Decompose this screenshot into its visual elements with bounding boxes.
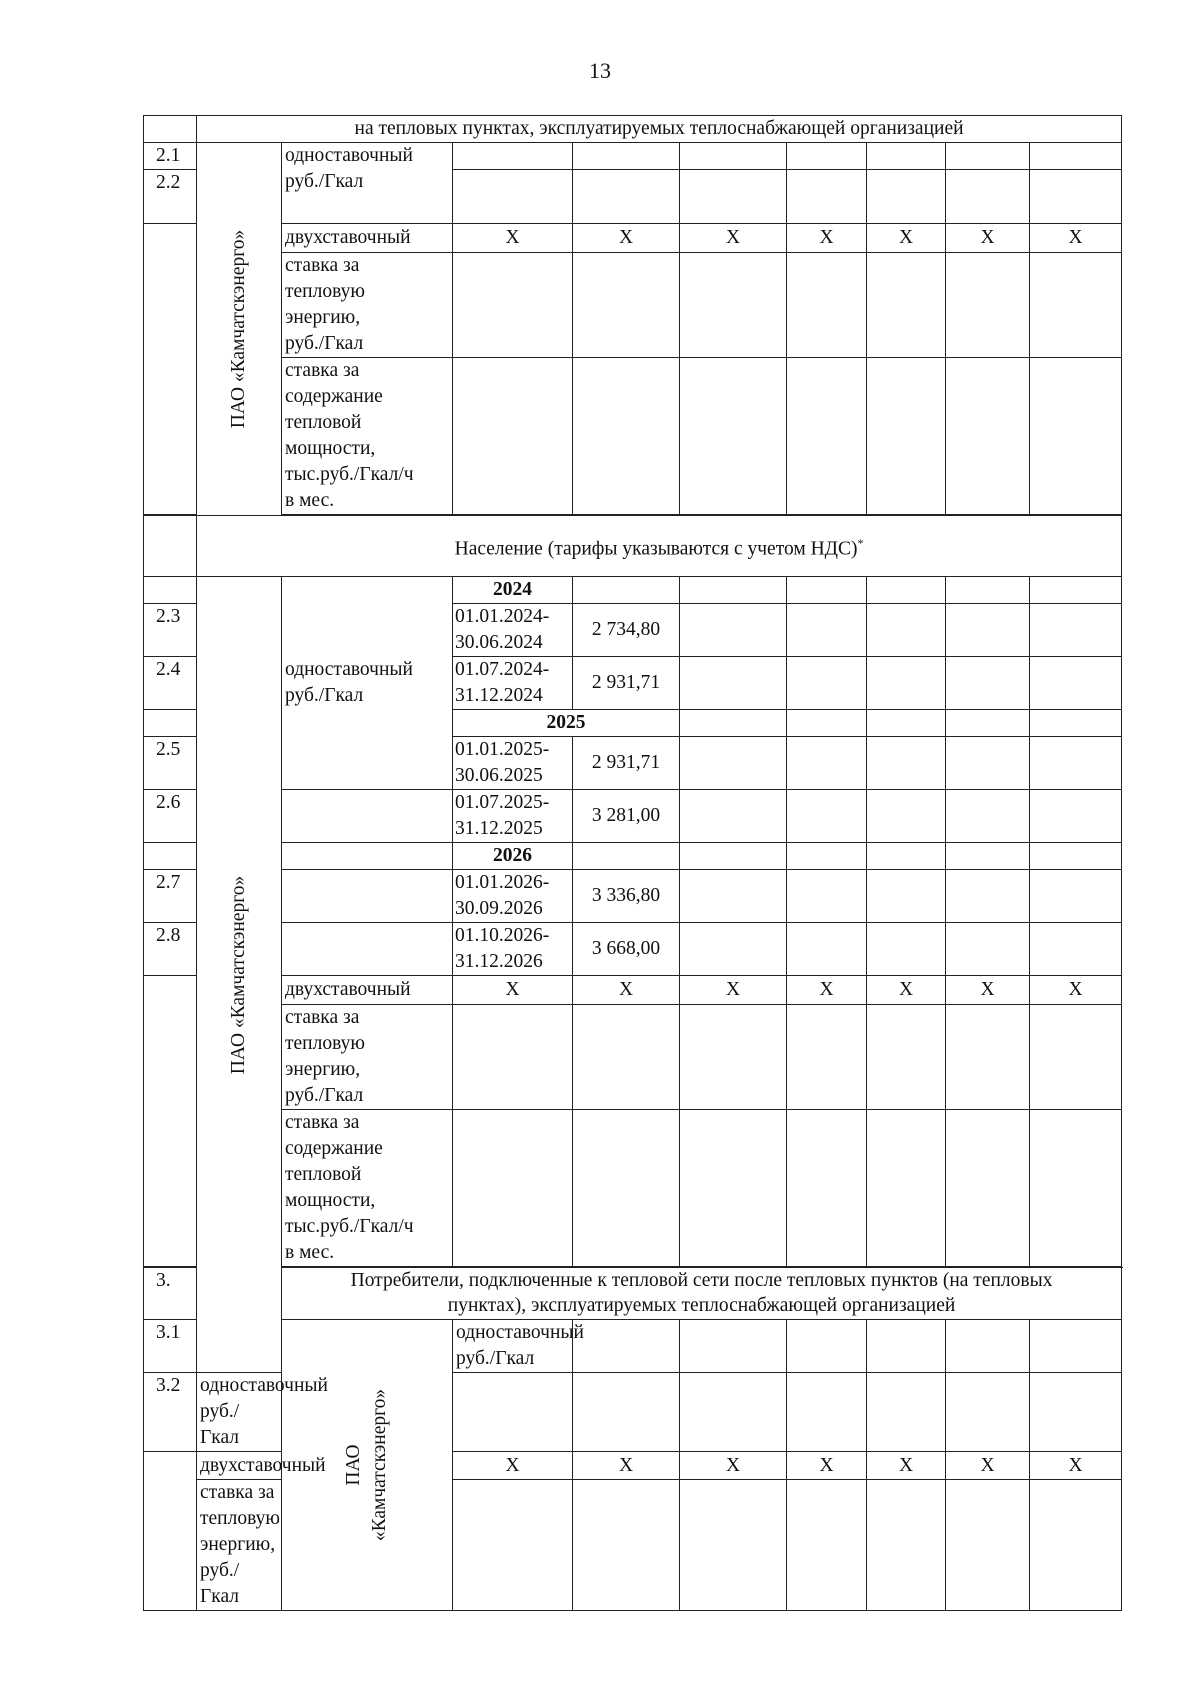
table-row — [144, 1320, 1122, 1373]
x-mark: X — [867, 224, 946, 253]
row-number: 2.6 — [144, 790, 197, 843]
period-dates: 01.01.2025- 30.06.2025 — [453, 737, 573, 790]
x-mark: X — [867, 976, 946, 1005]
row-label: одноставочный руб./Гкал — [282, 577, 453, 790]
period-dates: 01.10.2026- 31.12.2026 — [453, 923, 573, 976]
table-row — [144, 116, 1122, 143]
x-mark: X — [946, 1452, 1030, 1480]
row-number: 2.2 — [144, 170, 197, 224]
row-number: 2.7 — [144, 870, 197, 923]
tariff-table — [143, 115, 1122, 1611]
org-name: ПАО «Камчатскэнерго» — [343, 1388, 390, 1542]
x-mark: X — [573, 224, 680, 253]
year-label: 2026 — [453, 843, 573, 870]
row-label: одноставочный руб./Гкал — [453, 1320, 573, 1373]
x-mark: X — [453, 1452, 573, 1480]
x-mark: X — [573, 976, 680, 1005]
x-mark: X — [1030, 1452, 1122, 1480]
table-row — [144, 790, 1122, 843]
row-label: ставка за содержание тепловой мощности, тыс.руб./Гкал/ч в мес. — [282, 358, 453, 515]
x-mark: X — [1030, 224, 1122, 253]
x-mark: X — [680, 976, 787, 1005]
tariff-value: 3 336,80 — [573, 870, 680, 923]
tariff-value: 2 931,71 — [573, 737, 680, 790]
x-mark: X — [787, 224, 867, 253]
table-row — [144, 1110, 1122, 1267]
row-number: 3.1 — [144, 1320, 197, 1373]
table-row — [144, 358, 1122, 515]
table-row — [144, 870, 1122, 923]
table-row — [144, 224, 1122, 253]
row-label: одноставочный руб./Гкал — [197, 1373, 282, 1452]
x-mark: X — [946, 224, 1030, 253]
row-label: одноставочный руб./Гкал — [282, 143, 453, 224]
org-name-cell — [197, 143, 282, 516]
org-name: ПАО «Камчатскэнерго» — [228, 229, 249, 429]
x-mark: X — [680, 224, 787, 253]
row-number: 3.2 — [144, 1373, 197, 1452]
row-number: 2.8 — [144, 923, 197, 976]
x-mark: X — [573, 1452, 680, 1480]
row-label: ставка за тепловую энергию, руб./Гкал — [282, 253, 453, 358]
section-header: Потребители, подключенные к тепловой сети после тепловых пунктов (на тепловых пунктах), эксплуатируемых теплоснабжающей организацией — [282, 1268, 1122, 1320]
table-row — [144, 923, 1122, 976]
period-dates: 01.01.2024- 30.06.2024 — [453, 604, 573, 657]
table-row — [144, 976, 1122, 1005]
org-name-cell — [282, 1320, 453, 1611]
period-dates: 01.01.2026- 30.09.2026 — [453, 870, 573, 923]
org-name: ПАО «Камчатскэнерго» — [228, 875, 249, 1074]
table-row — [144, 577, 1122, 604]
table-row — [144, 1268, 1122, 1320]
row-label: ставка за содержание тепловой мощности, тыс.руб./Гкал/ч в мес. — [282, 1110, 453, 1267]
x-mark: X — [453, 224, 573, 253]
row-number: 2.3 — [144, 604, 197, 657]
row-number: 2.4 — [144, 657, 197, 710]
x-mark: X — [867, 1452, 946, 1480]
year-label: 2025 — [453, 710, 680, 737]
row-number: 2.1 — [144, 143, 197, 170]
x-mark: X — [787, 976, 867, 1005]
row-label: ставка за тепловую энергию, руб./Гкал — [282, 1005, 453, 1110]
year-label: 2024 — [453, 577, 573, 604]
section-header: на тепловых пунктах, эксплуатируемых теплоснабжающей организацией — [197, 116, 1122, 143]
row-number: 2.5 — [144, 737, 197, 790]
table-row — [144, 516, 1122, 577]
table-row — [144, 1005, 1122, 1110]
x-mark: X — [680, 1452, 787, 1480]
tariff-value: 2 734,80 — [573, 604, 680, 657]
period-dates: 01.07.2025- 31.12.2025 — [453, 790, 573, 843]
tariff-value: 3 281,00 — [573, 790, 680, 843]
section-header: Население (тарифы указываются с учетом НДС)* — [197, 516, 1122, 577]
x-mark: X — [453, 976, 573, 1005]
org-name-cell — [197, 577, 282, 1373]
row-label: ставка за тепловую энергию, руб./Гкал — [197, 1480, 282, 1611]
table-row — [144, 843, 1122, 870]
row-number: 3. — [144, 1268, 197, 1320]
row-label: двухставочный — [282, 224, 453, 253]
x-mark: X — [1030, 976, 1122, 1005]
tariff-value: 2 931,71 — [573, 657, 680, 710]
period-dates: 01.07.2024- 31.12.2024 — [453, 657, 573, 710]
table-row — [144, 143, 1122, 170]
tariff-value: 3 668,00 — [573, 923, 680, 976]
x-mark: X — [787, 1452, 867, 1480]
row-label: двухставочный — [282, 976, 453, 1005]
x-mark: X — [946, 976, 1030, 1005]
table-row — [144, 253, 1122, 358]
page-number: 13 — [589, 58, 611, 83]
row-label: двухставочный — [197, 1452, 282, 1480]
